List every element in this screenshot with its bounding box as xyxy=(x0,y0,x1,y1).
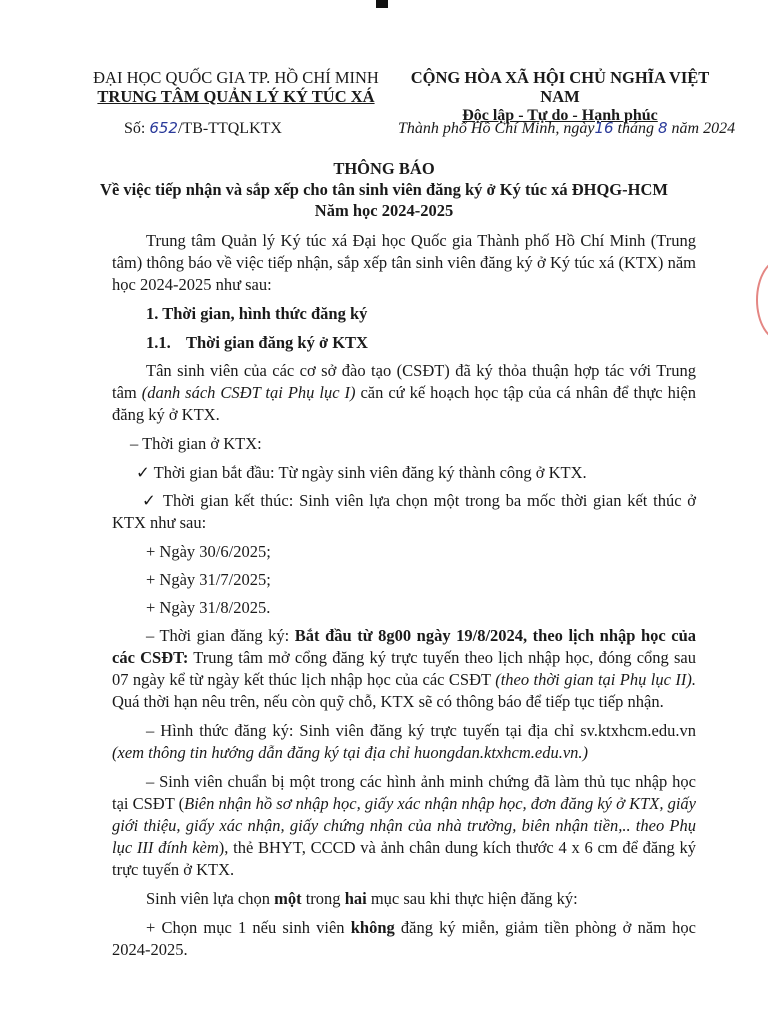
option-1-paragraph: + Chọn mục 1 nếu sinh viên không đăng ký miễn, giảm tiền phòng ở năm học 2024-2025. xyxy=(112,918,696,959)
national-header xyxy=(390,68,730,125)
issue-date: Thành phố Hồ Chí Minh, ngày16 tháng 8 năm 2024 xyxy=(398,119,736,137)
registration-time-paragraph: – Thời gian đăng ký: Bắt đầu từ 8g00 ngày 19/8/2024, theo lịch nhập học của các CSĐT: Trung tâm mở cổng đăng ký trực tuyến theo lịch nhập học, đóng cổng sau 07 ngày kể từ ngày kết thúc lịch nhập học của các CSĐT (theo thời gian tại Phụ lục II). Quá thời hạn nêu trên, nếu còn quỹ chỗ, KTX sẽ có thông báo để tiếp tục tiếp nhận. xyxy=(112,626,697,711)
notice-subject: Về việc tiếp nhận và sắp xếp cho tân sinh viên đăng ký ở Ký túc xá ĐHQG-HCM xyxy=(100,180,668,199)
notice-title: THÔNG BÁO xyxy=(333,159,435,178)
section-1-1-heading: 1.1. Thời gian đăng ký ở KTX xyxy=(146,333,368,352)
documents-paragraph: – Sinh viên chuẩn bị một trong các hình ảnh minh chứng đã làm thủ tục nhập học tại CSĐT (Biên nhận hồ sơ nhập học, giấy xác nhận nhập học, đơn đăng ký ở KTX, giấy giới thiệu, giấy xác nhận, giấy chứng nhận của nhà trường, biên nhận tiền,.. theo Phụ lục III đính kèm), thẻ BHYT, CCCD và ảnh chân dung kích thước 4 x 6 cm để đăng ký trực tuyến ở KTX. xyxy=(112,772,696,879)
handwritten-month: 8 xyxy=(658,119,668,137)
choice-paragraph: Sinh viên lựa chọn một trong hai mục sau khi thực hiện đăng ký: xyxy=(146,889,578,908)
start-time-item: ✓ Thời gian bắt đầu: Từ ngày sinh viên đăng ký thành công ở KTX. xyxy=(136,463,587,482)
nation-name: CỘNG HÒA XÃ HỘI CHỦ NGHĨA VIỆT NAM xyxy=(410,68,710,106)
intro-paragraph: Trung tâm Quản lý Ký túc xá Đại học Quốc gia Thành phố Hồ Chí Minh (Trung tâm) thông báo về việc tiếp nhận, sắp xếp tân sinh viên đăng ký ở Ký túc xá (KTX) năm học 2024-2025 như sau: xyxy=(112,231,696,294)
issuing-organization xyxy=(86,68,386,106)
notice-body xyxy=(112,230,696,968)
eligibility-paragraph: Tân sinh viên của các cơ sở đào tạo (CSĐT) đã ký thỏa thuận hợp tác với Trung tâm (danh sách CSĐT tại Phụ lục I) căn cứ kế hoạch học tập của cá nhân để thực hiện đăng ký ở KTX. xyxy=(112,361,696,424)
handwritten-day: 16 xyxy=(594,119,614,137)
org-name: TRUNG TÂM QUẢN LÝ KÝ TÚC XÁ xyxy=(97,87,375,106)
academic-year: Năm học 2024-2025 xyxy=(314,201,454,220)
end-date-option: + Ngày 31/7/2025; xyxy=(146,570,271,589)
section-1-heading: 1. Thời gian, hình thức đăng ký xyxy=(146,304,368,323)
stay-period-label: – Thời gian ở KTX: xyxy=(130,434,262,453)
document-number: Số: 652/TB-TTQLKTX xyxy=(124,119,282,137)
org-parent: ĐẠI HỌC QUỐC GIA TP. HỒ CHÍ MINH xyxy=(93,68,379,87)
end-time-item: ✓ Thời gian kết thúc: Sinh viên lựa chọn một trong ba mốc thời gian kết thúc ở KTX như sau: xyxy=(112,491,696,532)
end-date-option: + Ngày 31/8/2025. xyxy=(146,598,271,617)
registration-form-paragraph: – Hình thức đăng ký: Sinh viên đăng ký trực tuyến tại địa chỉ sv.ktxhcm.edu.vn (xem thông tin hướng dẫn đăng ký tại địa chỉ huongdan.ktxhcm.edu.vn.) xyxy=(112,721,696,762)
notice-title-block xyxy=(0,158,768,221)
handwritten-number: 652 xyxy=(149,119,178,137)
national-motto: Độc lập - Tự do - Hạnh phúc xyxy=(462,107,658,124)
end-date-option: + Ngày 30/6/2025; xyxy=(146,542,271,561)
